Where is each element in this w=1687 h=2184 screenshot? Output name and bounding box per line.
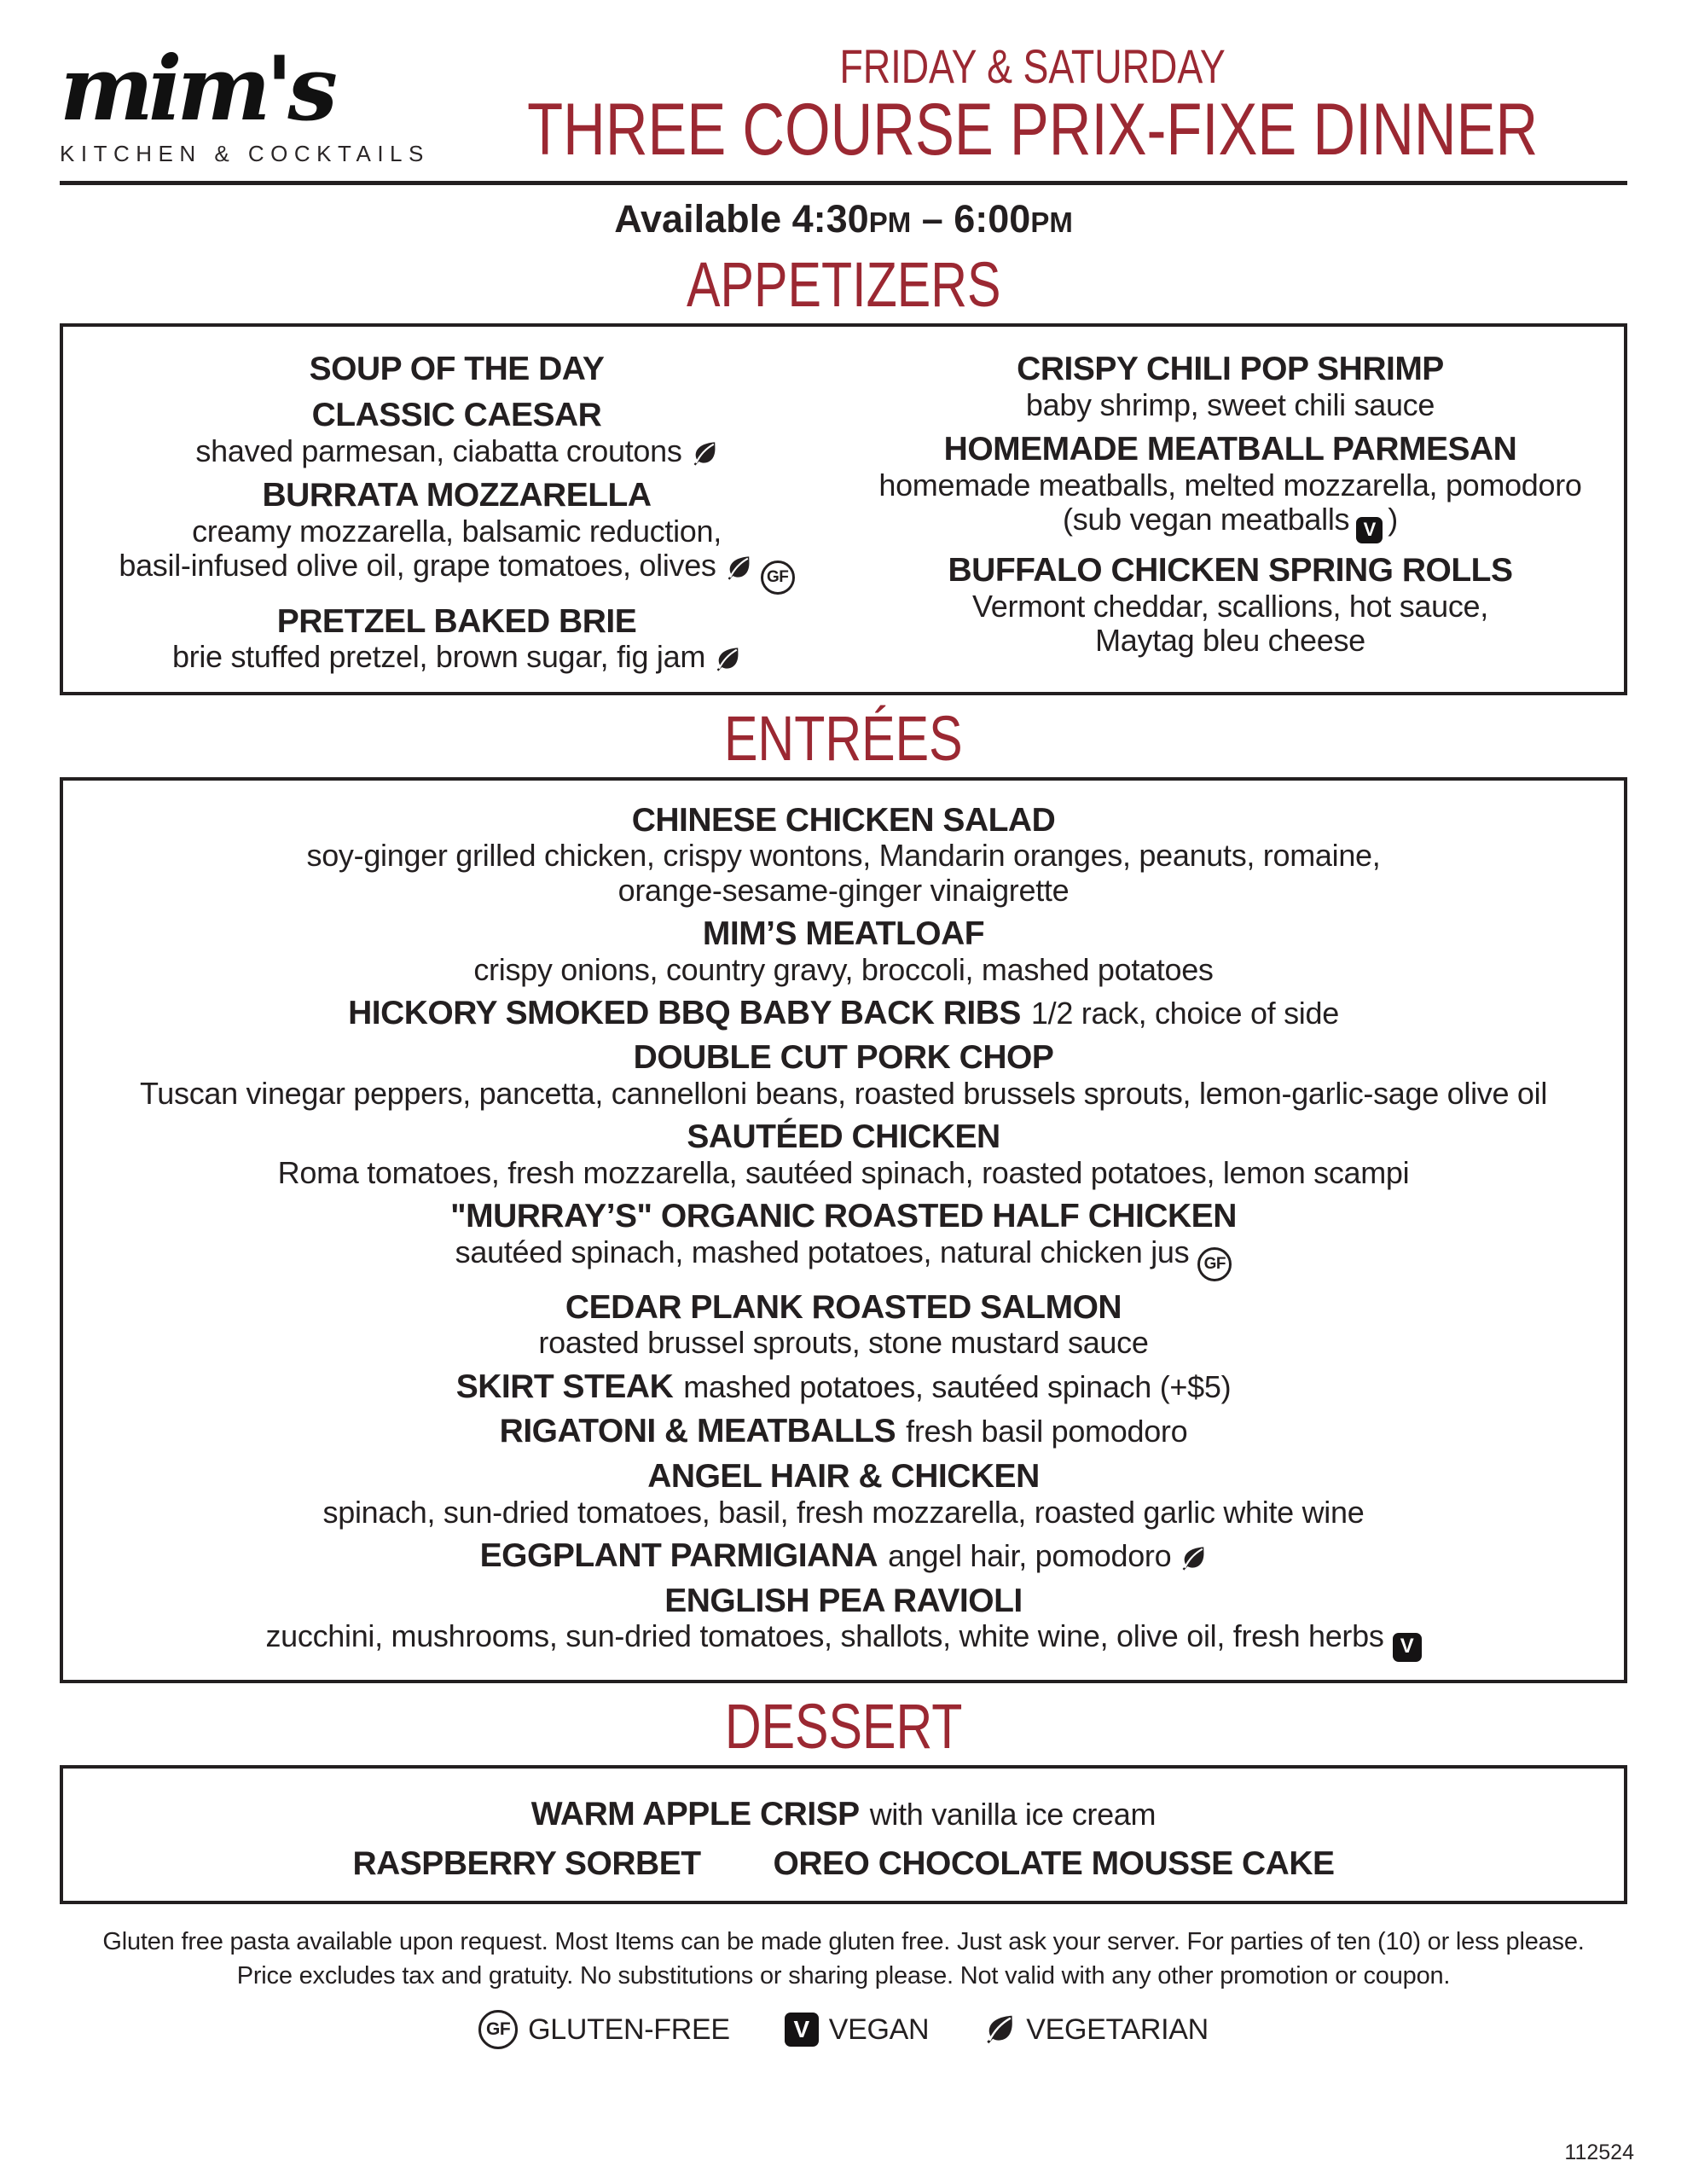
legend-item-gluten-free xyxy=(478,2010,730,2049)
gluten-free-icon: GF xyxy=(478,2010,518,2049)
item-name: RASPBERRY SORBET xyxy=(352,1844,701,1882)
item-desc: angel hair, pomodoro xyxy=(888,1538,1172,1574)
menu-item xyxy=(97,1289,1590,1361)
section-heading-dessert: DESSERT xyxy=(724,1690,963,1762)
doc-number: 112524 xyxy=(1564,2140,1634,2164)
gluten-free-icon: GF xyxy=(1197,1247,1232,1281)
item-desc: basil-infused olive oil, grape tomatoes, olives GF xyxy=(94,549,820,595)
item-desc: crispy onions, country gravy, broccoli, mashed potatoes xyxy=(473,951,1214,987)
section-heading-appetizers: APPETIZERS xyxy=(686,249,1001,321)
price xyxy=(1664,94,1687,167)
item-desc: shaved parmesan, ciabatta croutons xyxy=(94,434,820,468)
item-name: OREO CHOCOLATE MOUSSE CAKE xyxy=(773,1844,1335,1882)
dessert-row xyxy=(97,1845,1590,1883)
item-desc: 1/2 rack, choice of side xyxy=(1030,995,1339,1031)
item-desc: fresh basil pomodoro xyxy=(906,1414,1188,1449)
menu-item xyxy=(97,995,1590,1032)
item-name: BUFFALO CHICKEN SPRING ROLLS xyxy=(948,552,1513,590)
menu-item xyxy=(94,351,820,388)
item-name: PRETZEL BAKED BRIE xyxy=(276,602,637,640)
footer-note-2: Price excludes tax and gratuity. No substitutions or sharing please. Not valid with any other promotion or coupon. xyxy=(236,1962,1451,1990)
item-name: ANGEL HAIR & CHICKEN xyxy=(647,1458,1040,1496)
item-desc: Roma tomatoes, fresh mozzarella, sautéed spinach, roasted potatoes, lemon scampi xyxy=(277,1155,1410,1191)
menu-item xyxy=(97,915,1590,987)
item-name: CLASSIC CAESAR xyxy=(311,396,602,433)
item-desc: brie stuffed pretzel, brown sugar, fig jam xyxy=(94,640,820,674)
appetizers-right-column xyxy=(867,342,1593,682)
item-name: WARM APPLE CRISP xyxy=(530,1795,860,1833)
legend-label: VEGAN xyxy=(828,2013,930,2046)
gluten-free-icon: GF xyxy=(761,561,795,595)
item-desc: mashed potatoes, sautéed spinach (+$5) xyxy=(683,1368,1232,1404)
legend-item-vegetarian xyxy=(983,2013,1209,2047)
menu-item xyxy=(97,1413,1590,1450)
menu-item xyxy=(97,1118,1590,1190)
item-desc: Vermont cheddar, scallions, hot sauce, xyxy=(972,588,1488,624)
legend-label: VEGETARIAN xyxy=(1026,2013,1209,2046)
entrees-box xyxy=(60,777,1627,1683)
menu-item xyxy=(97,1583,1590,1662)
menu-item xyxy=(97,802,1590,908)
appetizers-left-column xyxy=(94,342,820,682)
item-name: HOMEMADE MEATBALL PARMESAN xyxy=(943,431,1517,468)
legend-item-vegan xyxy=(785,2013,930,2047)
menu-item xyxy=(97,1458,1590,1530)
menu-item xyxy=(94,397,820,468)
menu-logo xyxy=(60,35,430,168)
item-desc: sautéed spinach, mashed potatoes, natural chicken jus GF xyxy=(97,1235,1590,1281)
item-desc: creamy mozzarella, balsamic reduction, xyxy=(192,513,722,549)
menu-item xyxy=(97,1796,1590,1833)
menu-item xyxy=(97,1198,1590,1281)
item-desc: Maytag bleu cheese xyxy=(1095,623,1365,659)
header-title-block xyxy=(401,39,1664,171)
item-desc: zucchini, mushrooms, sun-dried tomatoes, shallots, white wine, olive oil, fresh herbs V xyxy=(97,1619,1590,1661)
item-name: SAUTÉED CHICKEN xyxy=(687,1118,1000,1156)
menu-item xyxy=(94,603,820,675)
vegan-icon: V xyxy=(785,2013,819,2047)
legend-label: GLUTEN-FREE xyxy=(528,2013,730,2046)
menu-item xyxy=(94,477,820,595)
item-subnote: (sub vegan meatballs V ) xyxy=(867,502,1593,543)
item-name: DOUBLE CUT PORK CHOP xyxy=(633,1039,1054,1077)
item-desc: with vanilla ice cream xyxy=(869,1796,1157,1832)
item-name: RIGATONI & MEATBALLS xyxy=(499,1413,896,1450)
menu-item xyxy=(867,351,1593,422)
item-desc: homemade meatballs, melted mozzarella, pomodoro xyxy=(878,467,1582,502)
item-desc: spinach, sun-dried tomatoes, basil, fresh mozzarella, roasted garlic white wine xyxy=(322,1494,1365,1530)
item-desc: orange-sesame-ginger vinaigrette xyxy=(617,872,1070,908)
appetizers-box xyxy=(60,323,1627,694)
vegetarian-icon xyxy=(1180,1545,1207,1572)
vegan-icon: V xyxy=(1356,517,1383,543)
menu-item xyxy=(867,552,1593,658)
vegan-icon: V xyxy=(1393,1633,1422,1662)
item-desc: roasted brussel sprouts, stone mustard sauce xyxy=(538,1325,1149,1361)
header-rule xyxy=(60,181,1627,185)
section-heading-entrees: ENTRÉES xyxy=(724,702,963,774)
item-name: CEDAR PLANK ROASTED SALMON xyxy=(565,1288,1122,1326)
item-name: CHINESE CHICKEN SALAD xyxy=(631,801,1056,839)
menu-item xyxy=(97,1368,1590,1406)
item-name: SKIRT STEAK xyxy=(455,1368,674,1405)
item-desc: baby shrimp, sweet chili sauce xyxy=(1025,386,1435,422)
footer-note-1: Gluten free pasta available upon request. Most Items can be made gluten free. Just ask your server. For parties of ten (10) or less please. xyxy=(102,1928,1585,1956)
logo-subtitle: KITCHEN & COCKTAILS xyxy=(60,141,430,167)
item-name: BURRATA MOZZARELLA xyxy=(262,476,652,514)
item-desc: Tuscan vinegar peppers, pancetta, cannelloni beans, roasted brussels sprouts, lemon-garlic-sage olive oil xyxy=(139,1076,1548,1112)
availability: Available 4:30PM – 6:00PM xyxy=(614,197,1073,241)
vegetarian-icon xyxy=(691,440,718,468)
item-name: ENGLISH PEA RAVIOLI xyxy=(664,1582,1023,1619)
item-name: MIM’S MEATLOAF xyxy=(702,915,985,952)
menu-item xyxy=(97,1039,1590,1111)
item-desc: soy-ginger grilled chicken, crispy wontons, Mandarin oranges, peanuts, romaine, xyxy=(306,838,1381,874)
item-name: CRISPY CHILI POP SHRIMP xyxy=(1017,351,1444,388)
menu-title: THREE COURSE PRIX-FIXE DINNER xyxy=(527,89,1539,171)
item-name: SOUP OF THE DAY xyxy=(309,351,605,388)
logo-name: mim's xyxy=(60,35,333,141)
menu-item xyxy=(97,1537,1590,1575)
footer-notes xyxy=(60,1925,1627,1993)
header-days: FRIDAY & SATURDAY xyxy=(839,39,1226,93)
item-name: "MURRAY’S" ORGANIC ROASTED HALF CHICKEN xyxy=(450,1198,1237,1235)
vegetarian-icon xyxy=(983,2013,1016,2046)
item-name: EGGPLANT PARMIGIANA xyxy=(479,1537,878,1575)
vegetarian-icon xyxy=(725,555,752,582)
vegetarian-icon xyxy=(714,646,741,673)
item-name: HICKORY SMOKED BBQ BABY BACK RIBS xyxy=(348,994,1021,1031)
dessert-box xyxy=(60,1765,1627,1904)
menu-item xyxy=(867,431,1593,543)
header xyxy=(60,35,1627,171)
legend xyxy=(60,2010,1627,2049)
